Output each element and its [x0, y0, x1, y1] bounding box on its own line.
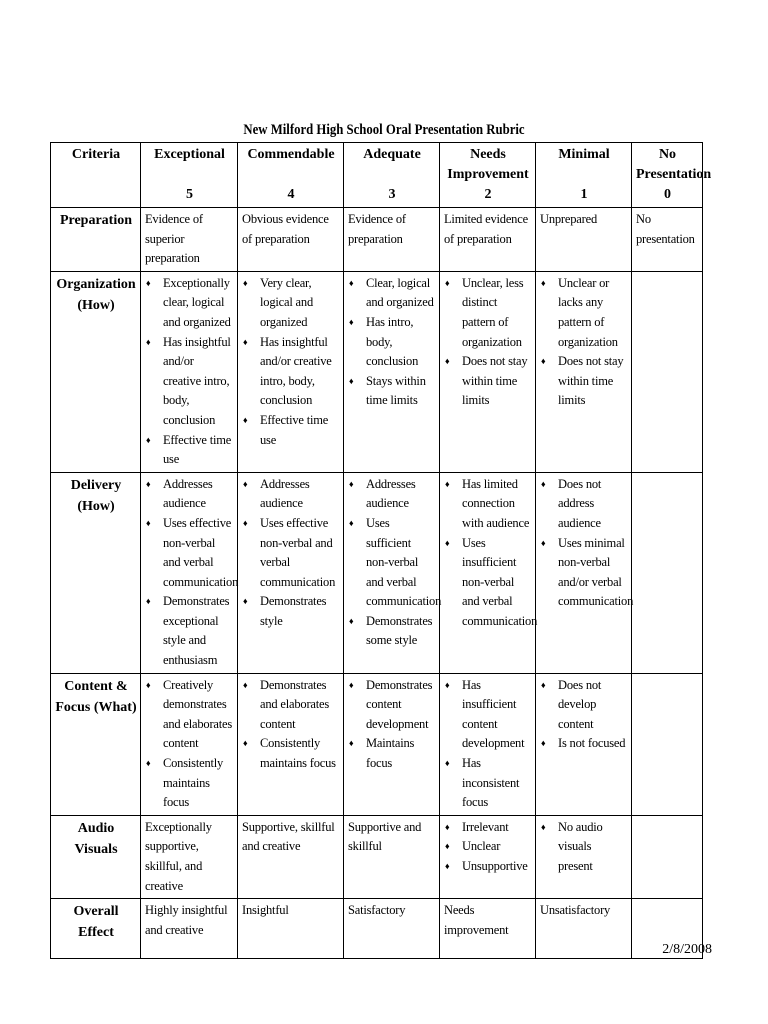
bullet-list: [444, 818, 532, 877]
rubric-cell: [344, 271, 440, 472]
bullet-list: [348, 475, 442, 651]
rubric-cell: [344, 673, 440, 815]
header-label: Criteria: [71, 147, 121, 162]
rubric-cell: Highly insightful and creative: [141, 899, 238, 959]
bullet-item: ♦ Consistently maintains focus: [145, 754, 234, 813]
header-score: 0: [664, 187, 671, 202]
rubric-row: [51, 815, 703, 898]
header-score: 3: [388, 187, 396, 202]
header-row: [51, 143, 703, 208]
bullet-item: ♦ Very clear, logical and organized: [242, 274, 340, 333]
bullet-item: ♦ Uses effective non-verbal and verbal communication: [242, 514, 340, 592]
bullet-item: ♦ Unclear: [444, 837, 532, 857]
header-adequate: [344, 143, 440, 208]
bullet-item: ♦ Has limited connection with audience: [444, 475, 532, 534]
bullet-list: [242, 475, 340, 632]
rubric-cell: Evidence of preparation: [344, 208, 440, 272]
rubric-cell: [238, 271, 344, 472]
bullet-item: ♦ Has insightful and/or creative intro, body, conclusion: [145, 333, 234, 431]
rubric-cell: [632, 673, 703, 815]
rubric-cell: [440, 673, 536, 815]
bullet-item: ♦ Uses insufficient non-verbal and verbal communication: [444, 534, 532, 632]
header-label: Commendable: [247, 147, 335, 162]
bullet-list: [444, 475, 538, 632]
rubric-cell: [141, 472, 238, 673]
bullet-list: [145, 274, 234, 470]
header-label: Minimal: [558, 147, 610, 162]
rubric-cell: [238, 673, 344, 815]
header-score: 2: [484, 187, 492, 202]
header-score: 5: [186, 187, 193, 202]
bullet-item: ♦ Effective time use: [145, 431, 234, 470]
bullet-item: ♦ Addresses audience: [145, 475, 234, 514]
bullet-item: ♦ Uses minimal non-verbal and/or verbal communication: [540, 534, 628, 612]
rubric-cell: Insightful: [238, 899, 344, 959]
bullet-item: ♦ Effective time use: [242, 411, 340, 450]
bullet-list: [444, 274, 532, 411]
rubric-cell: [141, 271, 238, 472]
bullet-item: ♦ Demonstrates exceptional style and enthusiasm: [145, 592, 234, 670]
bullet-list: [145, 475, 239, 671]
criteria-cell: Overall Effect: [51, 899, 141, 959]
header-label: Adequate: [363, 147, 421, 162]
bullet-item: ♦ Is not focused: [540, 734, 628, 754]
bullet-item: ♦ Has intro, body, conclusion: [348, 313, 436, 372]
bullet-item: ♦ Demonstrates and elaborates content: [242, 676, 340, 735]
rubric-cell: Exceptionally supportive, skillful, and creative: [141, 815, 238, 898]
bullet-list: [242, 676, 340, 774]
bullet-item: ♦ Uses sufficient non-verbal and verbal communication: [348, 514, 436, 612]
rubric-cell: [344, 472, 440, 673]
header-label: Needs Improvement: [447, 147, 529, 182]
rubric-title: New Milford High School Oral Presentation Rubric: [243, 122, 525, 138]
header-score: 1: [580, 187, 588, 202]
criteria-cell: Organization (How): [51, 271, 141, 472]
rubric-cell: Limited evidence of preparation: [440, 208, 536, 272]
bullet-list: [242, 274, 340, 450]
bullet-item: ♦ Stays within time limits: [348, 372, 436, 411]
header-commendable: [238, 143, 344, 208]
rubric-cell: [632, 815, 703, 898]
bullet-item: ♦ Clear, logical and organized: [348, 274, 436, 313]
rubric-row: [51, 673, 703, 815]
rubric-cell: Needs improvement: [440, 899, 536, 959]
criteria-cell: Content & Focus (What): [51, 673, 141, 815]
rubric-cell: [632, 271, 703, 472]
header-needs-improvement: [440, 143, 536, 208]
rubric-cell: Evidence of superior preparation: [141, 208, 238, 272]
bullet-list: [540, 818, 628, 877]
rubric-cell: [141, 673, 238, 815]
bullet-item: ♦ No audio visuals present: [540, 818, 628, 877]
bullet-item: ♦ Does not address audience: [540, 475, 628, 534]
bullet-item: ♦ Consistently maintains focus: [242, 734, 340, 773]
bullet-item: ♦ Maintains focus: [348, 734, 436, 773]
rubric-table: [50, 142, 712, 959]
rubric-cell: [536, 271, 632, 472]
bullet-item: ♦ Has insightful and/or creative intro, body, conclusion: [242, 333, 340, 411]
bullet-list: [348, 274, 436, 411]
bullet-list: [540, 475, 634, 612]
bullet-list: [145, 676, 234, 813]
rubric-cell: [536, 472, 632, 673]
rubric-cell: No presentation: [632, 208, 703, 272]
criteria-cell: Delivery (How): [51, 472, 141, 673]
rubric-cell: Obvious evidence of preparation: [238, 208, 344, 272]
rubric-cell: Supportive and skillful: [344, 815, 440, 898]
bullet-item: ♦ Unsupportive: [444, 857, 532, 877]
rubric-cell: [440, 271, 536, 472]
bullet-item: ♦ Has inconsistent focus: [444, 754, 532, 813]
rubric-row: [51, 472, 703, 673]
rubric-cell: [536, 815, 632, 898]
bullet-item: ♦ Irrelevant: [444, 818, 532, 838]
bullet-list: [348, 676, 436, 774]
header-no-presentation: [632, 143, 712, 208]
bullet-list: [444, 676, 532, 813]
bullet-item: ♦ Addresses audience: [348, 475, 436, 514]
bullet-list: [540, 274, 628, 411]
bullet-item: ♦ Does not stay within time limits: [444, 352, 532, 411]
header-label: Exceptional: [154, 147, 225, 162]
rubric-cell: Unsatisfactory: [536, 899, 632, 959]
bullet-item: ♦ Demonstrates some style: [348, 612, 436, 651]
rubric-row: [51, 271, 703, 472]
header-minimal: [536, 143, 632, 208]
rubric-body: [51, 208, 703, 959]
criteria-cell: Preparation: [51, 208, 141, 272]
rubric-cell: Supportive, skillful and creative: [238, 815, 344, 898]
header-criteria: [51, 143, 141, 208]
header-score: 4: [287, 187, 295, 202]
header-label: No Presentation: [636, 147, 712, 182]
rubric-cell: Satisfactory: [344, 899, 440, 959]
rubric-cell: Unprepared: [536, 208, 632, 272]
header-exceptional: [141, 143, 238, 208]
rubric-cell: [632, 472, 703, 673]
bullet-item: ♦ Uses effective non-verbal and verbal communication: [145, 514, 234, 592]
bullet-item: ♦ Does not develop content: [540, 676, 628, 735]
criteria-cell: Audio Visuals: [51, 815, 141, 898]
bullet-item: ♦ Has insufficient content development: [444, 676, 532, 754]
bullet-item: ♦ Unclear or lacks any pattern of organization: [540, 274, 628, 352]
bullet-item: ♦ Demonstrates content development: [348, 676, 436, 735]
rubric-row: [51, 208, 703, 272]
bullet-item: ♦ Does not stay within time limits: [540, 352, 628, 411]
bullet-item: ♦ Exceptionally clear, logical and organized: [145, 274, 234, 333]
bullet-item: ♦ Demonstrates style: [242, 592, 340, 631]
bullet-list: [540, 676, 628, 754]
rubric-cell: [238, 472, 344, 673]
rubric-cell: [440, 815, 536, 898]
bullet-item: ♦ Addresses audience: [242, 475, 340, 514]
document-date: 2/8/2008: [662, 942, 712, 957]
bullet-item: ♦ Creatively demonstrates and elaborates content: [145, 676, 234, 754]
bullet-item: ♦ Unclear, less distinct pattern of organization: [444, 274, 532, 352]
rubric-row: [51, 899, 703, 959]
rubric-cell: [536, 673, 632, 815]
rubric-cell: [440, 472, 536, 673]
